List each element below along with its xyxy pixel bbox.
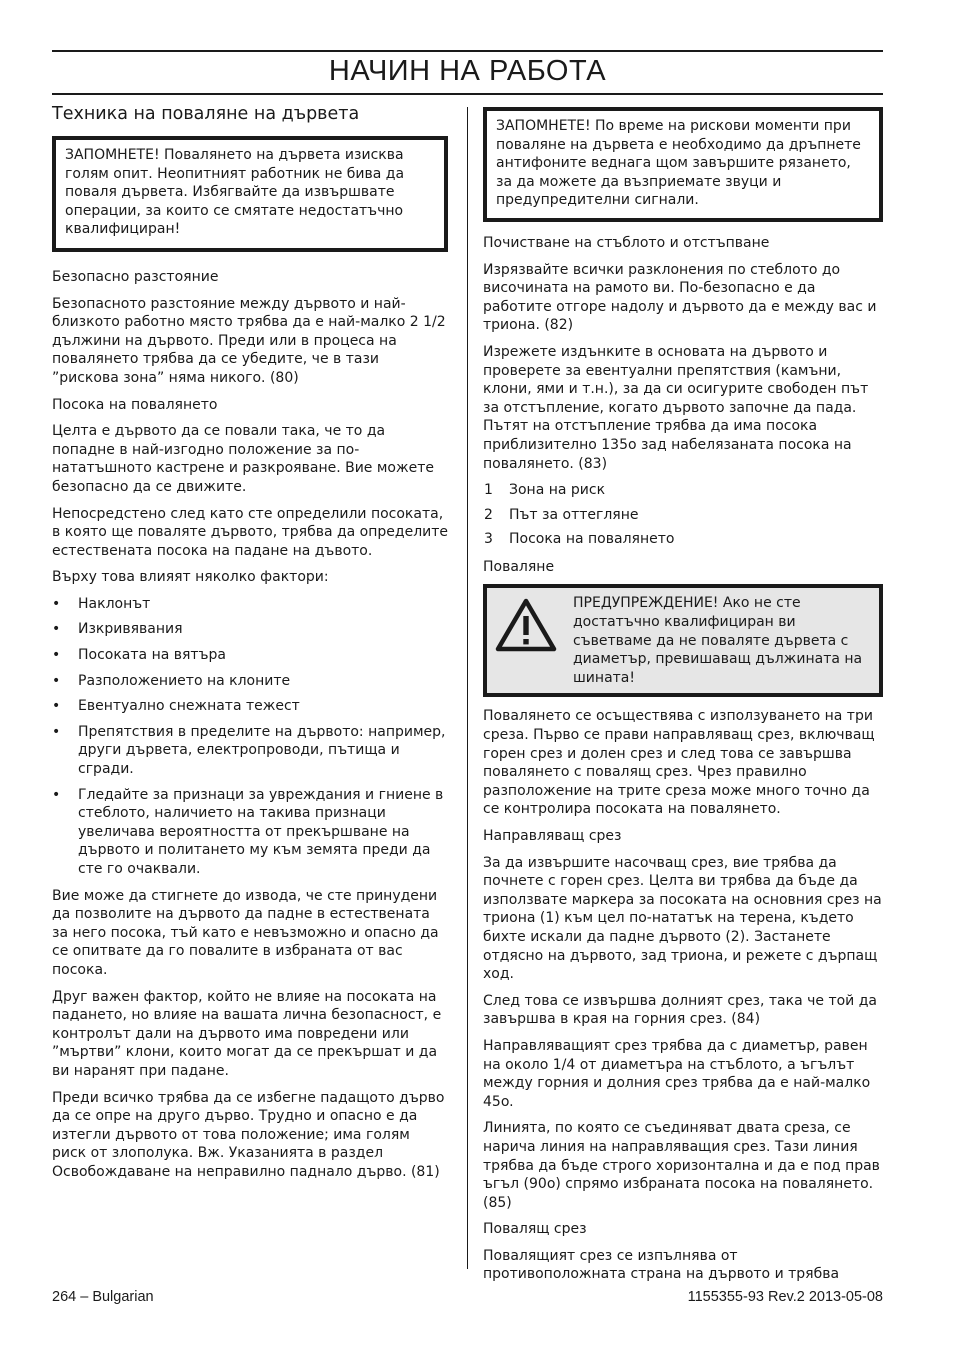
list-item — [52, 646, 448, 665]
bullet: • — [52, 621, 61, 638]
list-item — [52, 786, 448, 879]
bullet: • — [52, 672, 61, 689]
list-item — [52, 723, 448, 779]
list-item — [52, 672, 448, 691]
paragraph: Изрежете издънките в основата на дървото и проверете за евентуални препятствия (камъни, клони, ями и т.н.), за да си осигурите свободен път за отстъпление, когато дървото започне да пада. Пътят на отстъпление трябва да има посока приблизително 135o зад набелязаната посока на повалянето. (83) — [483, 343, 869, 472]
list-item-text: Път за оттегляне — [509, 506, 639, 523]
paragraph: Повалянето се осъществява с използуването на три среза. Първо се прави направляващ срез, включващ горен срез и долен срез и след това се завършва повалянето с повалящ срез. Чрез правилно разположение на трите среза може много точно да се контролира посоката на повалянето. — [483, 708, 875, 818]
paragraph: Направляващият срез трябва да с диаметър, равен на около 1/4 от диаметъра на стъблото, а ъгълът между горния и долния срез трябва да е най-малко 45o. — [483, 1037, 871, 1110]
list-item-text: Посока на повалянето — [509, 531, 675, 548]
subheading-cleaning: Почистване на стъблото и отстъпване — [483, 234, 770, 251]
page-title: НАЧИН НА РАБОТА — [328, 55, 607, 87]
paragraph: За да извършите насочващ срез, вие трябва да почнете с горен срез. Целта ви трябва да бъде да използвате маркера за посоката на основния срез на триона (1) към цел по-нататък на терена, където бихте искали да падне дървото (2). Застанете отдясно на дървото, зад триона, и режете с дърпащ ход. — [483, 854, 882, 983]
paragraph: Друг важен фактор, който не влияе на посоката на падането, но влияе на вашата лична безопасност, е контролът дали на дървото има повредени или ”мъртви” клони, които могат да се прекършат и да ви наранят при падане. — [52, 988, 442, 1079]
paragraph: Безопасното разстояние между дървото и най-близкото работно място трябва да е най-малко 2 1/2 дължини на дървото. Преди или в процеса на повалянето трябва да се убедите, че в тази ”рискова зона” няма никого. (80) — [52, 295, 446, 386]
list-item-text: Посоката на вятъра — [78, 647, 226, 664]
list-item — [483, 530, 883, 549]
subheading-safe-distance: Безопасно разстояние — [52, 268, 219, 285]
paragraph: Преди всичко трябва да се избегне падащото дърво да се опре на друго дърво. Трудно и опасно е да изтегли дървото от това положение; има голям риск от злополука. Вж. Указанията в раздел Освобождаване на неправилно паднало дърво. (81) — [52, 1089, 445, 1180]
header-top-rule — [52, 50, 883, 52]
subheading-felling-cut: Повалящ срез — [483, 1221, 587, 1238]
notice-box: ЗАПОМНЕТЕ! Повалянето на дървета изисква голям опит. Неопитният работник не бива да поваля дървета. Избягвайте да извършвате операции, за които се смятате недостатъчно квалифициран! — [52, 136, 448, 252]
list-item-text: Евентуално снежната тежест — [78, 698, 300, 715]
paragraph: Повалящият срез се изпълнява от противоположната страна на дървото и трябва — [483, 1247, 840, 1283]
paragraph: Линията, по която се съединяват двата среза, се нарича линия на направляващия срез. Тази линия трябва да бъде строго хоризонтална и да е под прав ъгъл (90o) спрямо избраната посока на повалянето. (85) — [483, 1120, 880, 1211]
subheading-felling: Поваляне — [483, 558, 555, 575]
right-column — [483, 107, 883, 1292]
bullet: • — [52, 595, 61, 612]
warning-box — [483, 584, 883, 697]
bullet: • — [52, 786, 61, 803]
warning-text: ПРЕДУПРЕЖДЕНИЕ! Ако не сте достатъчно квалифициран ви съветваме да не поваляте дървета с диаметър, превишаващ дължината на шината! — [573, 595, 863, 686]
notice-box: ЗАПОМНЕТЕ! По време на рискови моменти при поваляне на дървета е необходимо да дръпнете антифоните веднага щом завършите рязането, за да можете да възприемате звуци и предупредителни сигнали. — [483, 107, 883, 222]
list-item — [52, 620, 448, 639]
header-bottom-rule — [52, 93, 883, 95]
bullet: • — [52, 647, 61, 664]
warning-triangle-icon — [495, 594, 567, 656]
list-item-text: Зона на риск — [509, 482, 606, 499]
list-item-text: Наклонът — [78, 595, 151, 612]
paragraph: Изрязвайте всички разклонения по стеблото до височината на рамото ви. По-безопасно е да работите отгоре надолу и дървото да е между вас и триона. (82) — [483, 261, 877, 334]
factor-list — [52, 595, 448, 879]
list-item — [52, 595, 448, 614]
paragraph: След това се извършва долният срез, така че той да завършва в края на горния срез. (84) — [483, 992, 877, 1028]
section-heading: Техника на поваляне на дървета — [52, 104, 360, 124]
subheading-direction: Посока на повалянето — [52, 396, 218, 413]
footer-doc-id: 1155355-93 Rev.2 2013-05-08 — [687, 1289, 883, 1305]
paragraph: Вие може да стигнете до извода, че сте принудени да позволите на дървото да падне в естествената за него посока, тъй като е невъзможно и опасно да се опитвате да го повалите в избраната от вас посока. — [52, 887, 439, 978]
list-item — [483, 481, 883, 500]
paragraph: Непосредстено след като сте определили посоката, в която ще поваляте дървото, трябва да определите естествената посока на падане на дъвото. — [52, 505, 449, 559]
list-item — [52, 697, 448, 716]
numbered-list — [483, 481, 883, 549]
list-number: 2 — [484, 506, 493, 523]
list-item-text: Препятствия в пределите на дървото: например, други дървета, електропроводи, пътища и сгради. — [78, 723, 446, 778]
footer-page: 264 – Bulgarian — [52, 1289, 154, 1305]
list-item-text: Разположението на клоните — [78, 672, 291, 689]
list-item-text: Гледайте за признаци за увреждания и гниене в стеблото, наличието на такива признаци увеличава вероятността от прекършване на дървото и политането му към земята преди да сте го очаквали. — [78, 786, 444, 877]
list-item-text: Изкривявания — [78, 621, 183, 638]
left-column — [52, 100, 448, 1190]
column-divider — [467, 107, 468, 1269]
list-number: 1 — [484, 482, 493, 499]
list-number: 3 — [484, 531, 493, 548]
paragraph: Върху това влияят няколко фактори: — [52, 569, 329, 586]
bullet: • — [52, 723, 61, 740]
paragraph: Целта е дървото да се повали така, че то да попадне в най-изгодно положение за по-нататъшното кастрене и разкрояване. Вие можете безопасно да се движите. — [52, 423, 434, 495]
list-item — [483, 506, 883, 525]
subheading-directional-cut: Направляващ срез — [483, 828, 622, 844]
bullet: • — [52, 698, 61, 715]
